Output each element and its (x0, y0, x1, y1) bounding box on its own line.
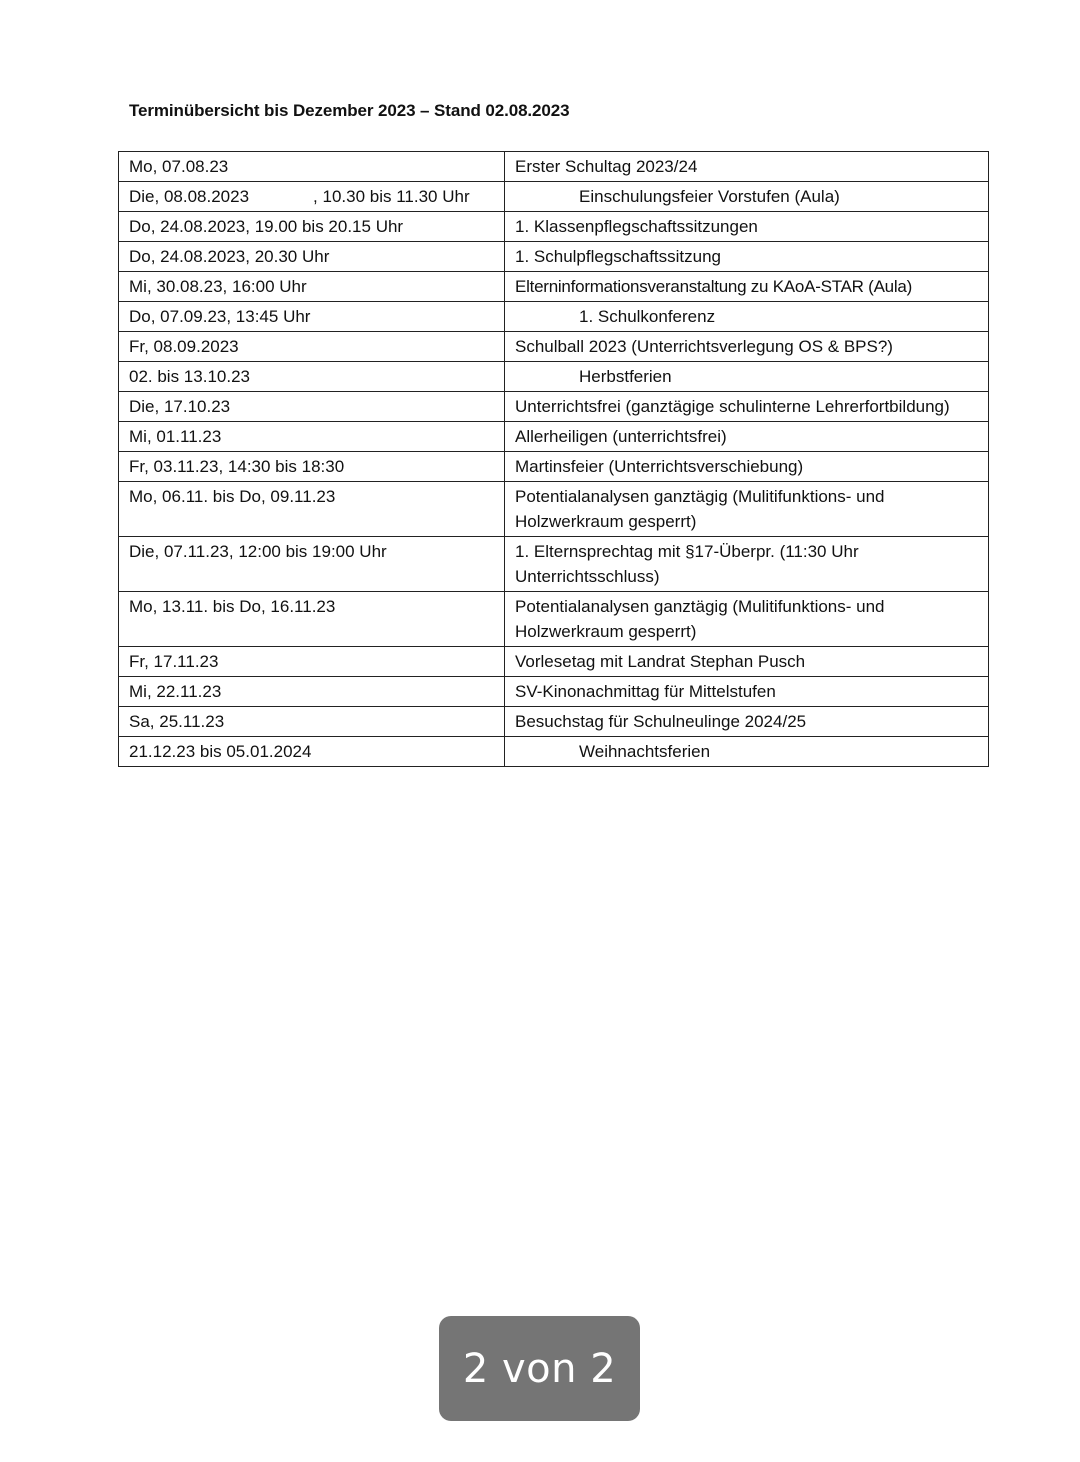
date-text: Die, 08.08.2023 (129, 187, 250, 206)
date-cell (119, 182, 505, 212)
table-row (119, 332, 989, 362)
event-cell: Schulball 2023 (Unterrichtsverlegung OS & BPS?) (505, 332, 989, 362)
event-cell: Vorlesetag mit Landrat Stephan Pusch (505, 647, 989, 677)
table-row (119, 212, 989, 242)
date-cell: Do, 24.08.2023, 20.30 Uhr (119, 242, 505, 272)
event-cell: Potentialanalysen ganztägig (Mulitifunktions- und Holzwerkraum gesperrt) (505, 482, 989, 537)
table-row (119, 182, 989, 212)
date-cell: Fr, 17.11.23 (119, 647, 505, 677)
table-row (119, 592, 989, 647)
event-cell: Elterninformationsveranstaltung zu KAoA-STAR (Aula) (505, 272, 989, 302)
event-cell (505, 302, 989, 332)
event-cell: 1. Schulpflegschaftssitzung (505, 242, 989, 272)
date-cell: Mo, 13.11. bis Do, 16.11.23 (119, 592, 505, 647)
date-cell: Do, 07.09.23, 13:45 Uhr (119, 302, 505, 332)
table-row (119, 707, 989, 737)
event-cell: Martinsfeier (Unterrichtsverschiebung) (505, 452, 989, 482)
event-text: Weihnachtsferien (579, 742, 711, 761)
date-cell: Mi, 30.08.23, 16:00 Uhr (119, 272, 505, 302)
table-row (119, 482, 989, 537)
date-cell: Sa, 25.11.23 (119, 707, 505, 737)
table-row (119, 302, 989, 332)
date-cell: Mi, 22.11.23 (119, 677, 505, 707)
table-row (119, 242, 989, 272)
table-row (119, 647, 989, 677)
table-row (119, 272, 989, 302)
time-text: , 10.30 bis 11.30 Uhr (313, 187, 470, 206)
date-cell: Fr, 08.09.2023 (119, 332, 505, 362)
event-cell (505, 182, 989, 212)
event-cell: 1. Elternsprechtag mit §17-Überpr. (11:30 Uhr Unterrichtsschluss) (505, 537, 989, 592)
date-cell: Mo, 07.08.23 (119, 152, 505, 182)
date-cell: Die, 07.11.23, 12:00 bis 19:00 Uhr (119, 537, 505, 592)
date-cell: 21.12.23 bis 05.01.2024 (119, 737, 505, 767)
event-text: Herbstferien (579, 367, 672, 386)
event-cell: Besuchstag für Schulneulinge 2024/25 (505, 707, 989, 737)
event-cell (505, 737, 989, 767)
date-cell: Fr, 03.11.23, 14:30 bis 18:30 (119, 452, 505, 482)
page-indicator: 2 von 2 (439, 1316, 640, 1421)
table-row (119, 537, 989, 592)
document-title: Terminübersicht bis Dezember 2023 – Stand 02.08.2023 (129, 101, 570, 120)
event-cell: Erster Schultag 2023/24 (505, 152, 989, 182)
table-row (119, 677, 989, 707)
event-text: Einschulungsfeier Vorstufen (Aula) (579, 187, 840, 206)
schedule-table (118, 151, 989, 767)
table-row (119, 422, 989, 452)
event-cell (505, 362, 989, 392)
table-row (119, 452, 989, 482)
table-row (119, 392, 989, 422)
date-cell: Mo, 06.11. bis Do, 09.11.23 (119, 482, 505, 537)
table-row (119, 737, 989, 767)
event-cell: Allerheiligen (unterrichtsfrei) (505, 422, 989, 452)
date-cell: Die, 17.10.23 (119, 392, 505, 422)
table-row (119, 362, 989, 392)
event-cell: 1. Klassenpflegschaftssitzungen (505, 212, 989, 242)
date-cell: Do, 24.08.2023, 19.00 bis 20.15 Uhr (119, 212, 505, 242)
event-text: 1. Schulkonferenz (579, 307, 716, 326)
date-cell: 02. bis 13.10.23 (119, 362, 505, 392)
event-cell: Unterrichtsfrei (ganztägige schulinterne Lehrerfortbildung) (505, 392, 989, 422)
date-cell: Mi, 01.11.23 (119, 422, 505, 452)
event-cell: SV-Kinonachmittag für Mittelstufen (505, 677, 989, 707)
table-row (119, 152, 989, 182)
event-cell: Potentialanalysen ganztägig (Mulitifunktions- und Holzwerkraum gesperrt) (505, 592, 989, 647)
